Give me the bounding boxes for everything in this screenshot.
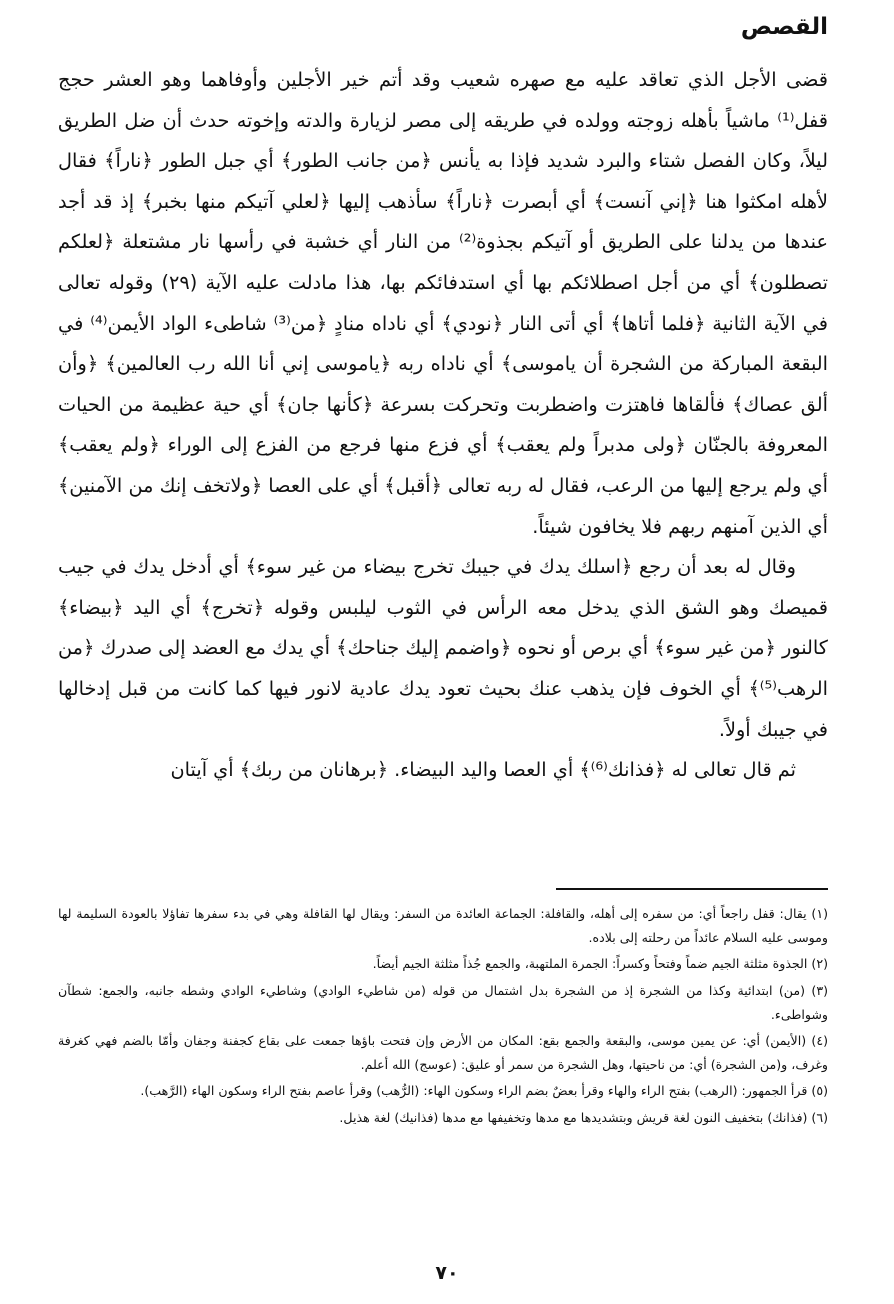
footnote-3: (٣) (من) ابتدائية وكذا من الشجرة إذ من الشجرة بدل اشتمال من قوله (من شاطيء الوادي) وشاطيء الوادي وشطه جانبه، والجمع: شطآن وشواطىء. xyxy=(58,982,828,1022)
paragraph-1: قضى الأجل الذي تعاقد عليه مع صهره شعيب وقد أتم خير الأجلين وأوفاهما وهو العشر حجج قفل⁽¹⁾ ماشياً بأهله زوجته وولده في طريقه إلى مصر لزيارة والدته وإخوته حدث أن ضل الطريق ليلاً، وكان الفصل شتاء والبرد شديد فإذا به يأنس ﴿من جانب الطور﴾ أي جبل الطور ﴿ناراً﴾ فقال لأهله امكثوا هنا ﴿إني آنست﴾ أي أبصرت ﴿ناراً﴾ سأذهب إليها ﴿لعلي آتيكم منها بخبر﴾ إذ قد أجد عندها من يدلنا على الطريق أو آتيكم بجذوة⁽²⁾ من النار أي خشبة في رأسها نار مشتعلة ﴿لعلكم تصطلون﴾ أي من أجل اصطلائكم بها أي استدفائكم بها، هذا مادلت عليه الآية (٢٩) وقوله تعالى في الآية الثانية ﴿فلما أتاها﴾ أي أتى النار ﴿نودي﴾ أي ناداه منادٍ ﴿من⁽³⁾ شاطىء الواد الأيمن⁽⁴⁾ في البقعة المباركة من الشجرة أن ياموسى﴾ أي ناداه ربه ﴿ياموسى إني أنا الله رب العالمين﴾ ﴿وأن ألق عصاك﴾ فألقاها فاهتزت واضطربت وتحركت بسرعة ﴿كأنها جان﴾ أي حية عظيمة من الحيات المعروفة بالجنّان ﴿ولى مدبراً ولم يعقب﴾ أي فزع منها فرجع من الفزع إلى الوراء ﴿ولم يعقب﴾ أي ولم يرجع إليها من الرعب، فقال له ربه تعالى ﴿أقبل﴾ أي على العصا ﴿ولاتخف إنك من الآمنين﴾ أي الذين آمنهم ربهم فلا يخافون شيئاً. xyxy=(58,68,829,538)
page-number: ٧٠ xyxy=(435,1262,459,1284)
main-text xyxy=(58,60,828,791)
chapter-header: القصص xyxy=(740,14,828,40)
footnote-2: (٢) الجذوة مثلثة الجيم ضماً وفتحاً وكسراً: الجمرة الملتهبة، والجمع جُذاً مثلثة الجيم أيضاً. xyxy=(372,956,828,972)
footnotes xyxy=(58,902,828,1132)
footnote-6: (٦) (فذانك) بتخفيف النون لغة قريش وبتشديدها مع مدها وتخفيفها مع مدها (فذانيك) لغة هذيل. xyxy=(339,1109,828,1125)
footnote-4: (٤) (الأيمن) أي: عن يمين موسى، والبقعة والجمع بقع: المكان من الأرض وإن فتحت باؤها جمعت على بقاع كجفنة وجفان وأمّا بالضم فهي كغرفة وغرف، و(من الشجرة) أي: من ناحيتها، وهل الشجرة من سمر أو عليق: (عوسج) الله أعلم. xyxy=(58,1033,828,1073)
footnote-1: (١) يقال: قفل راجعاً أي: من سفره إلى أهله، والقافلة: الجماعة العائدة من السفر: ويقال لها القافلة وهي في بدء سفرها تفاؤلا بالعودة السليمة لها وموسى عليه السلام عائداً من رحلته إلى بلاده. xyxy=(58,906,828,946)
paragraph-3: ثم قال تعالى له ﴿فذانك⁽⁶⁾﴾ أي العصا واليد البيضاء. ﴿برهانان من ربك﴾ أي آيتان xyxy=(170,758,796,782)
footnote-5: (٥) قرأ الجمهور: (الرهب) بفتح الراء والهاء وقرأ بعضٌ بضم الراء وسكون الهاء: (الرُّهب) وقرأ عاصم بفتح الراء وسكون الهاء (الرَّهب). xyxy=(140,1083,828,1099)
paragraph-2: وقال له بعد أن رجع ﴿اسلك يدك في جيبك تخرج بيضاء من غير سوء﴾ أي أدخل يدك في جيب قميصك وهو الشق الذي يدخل معه الرأس في الثوب ليلبس وقوله ﴿تخرج﴾ أي اليد ﴿بيضاء﴾ كالنور ﴿من غير سوء﴾ أي برص أو نحوه ﴿واضمم إليك جناحك﴾ أي يدك مع العضد إلى صدرك ﴿من الرهب⁽⁵⁾﴾ أي الخوف فإن يذهب عنك بحيث تعود يدك عادية لانور فيها كما كانت من قبل إدخالها في جيبك أولاً. xyxy=(58,555,828,741)
footnote-divider xyxy=(556,888,828,890)
